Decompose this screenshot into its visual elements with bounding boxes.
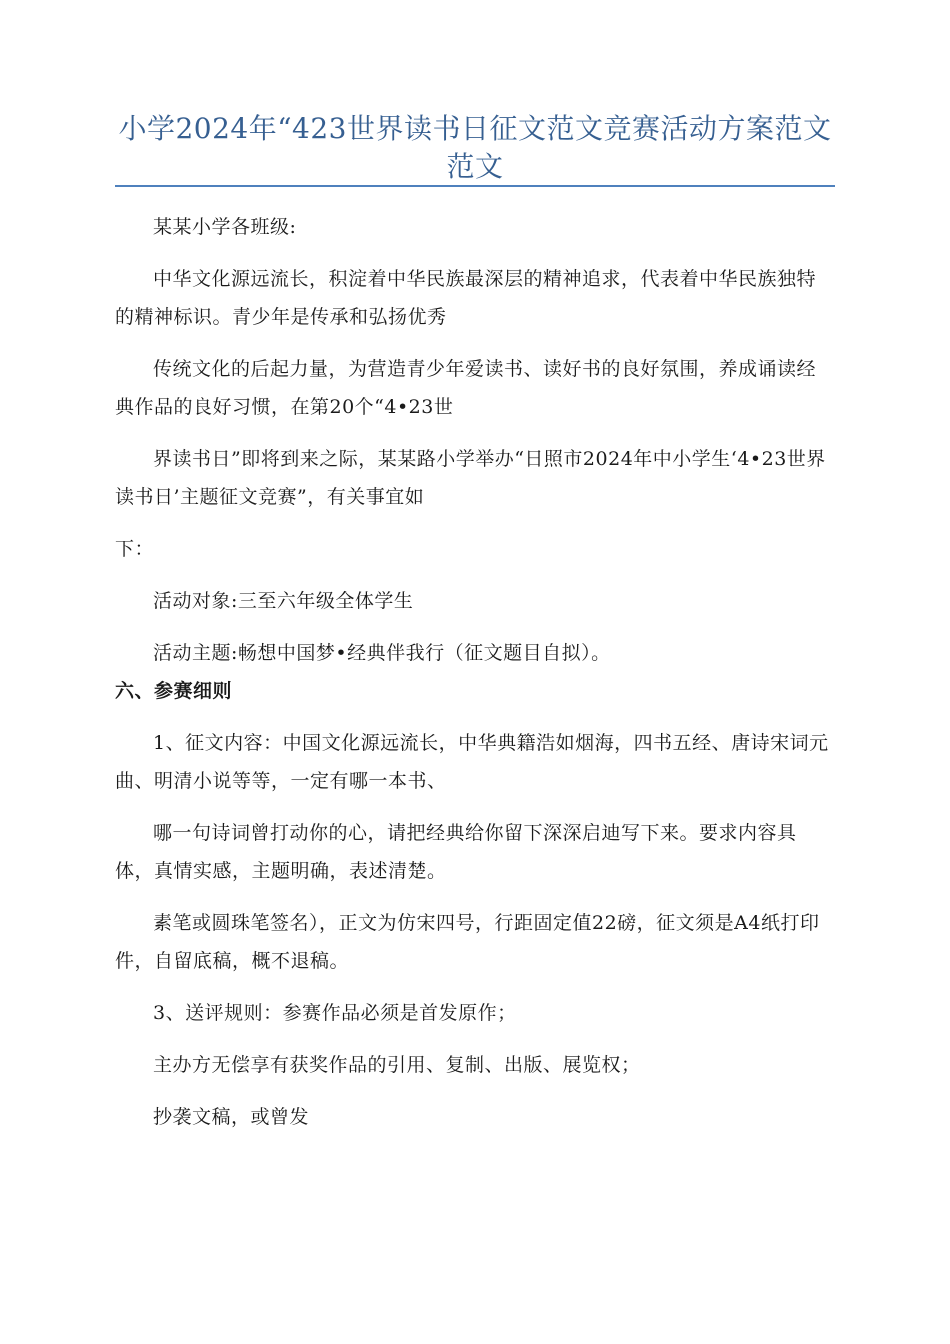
activity-target: 活动对象:三至六年级全体学生 [153, 590, 414, 612]
plagiarism-statement: 抄袭文稿，或曾发 [153, 1106, 310, 1128]
paragraph-intro-3: 界读书日”即将到来之际，某某路小学举办“日照市2024年中小学生‘4•23世界读书日’主题征文竞赛”，有关事宜如 [115, 448, 826, 508]
rule-1-continued: 哪一句诗词曾打动你的心，请把经典给你留下深深启迪写下来。要求内容具体，真情实感，主题明确，表述清楚。 [115, 822, 797, 882]
paragraph-intro-2: 传统文化的后起力量，为营造青少年爱读书、读好书的良好氛围，养成诵读经典作品的良好习惯，在第20个“4•23世 [115, 358, 817, 418]
paragraph-intro-1: 中华文化源远流长，积淀着中华民族最深层的精神追求，代表着中华民族独特的精神标识。青少年是传承和弘扬优秀 [115, 268, 817, 328]
rule-3-submission: 3、送评规则：参赛作品必须是首发原作； [153, 1002, 517, 1024]
rule-2-format: 素笔或圆珠笔签名），正文为仿宋四号，行距固定值22磅，征文须是A4纸打印件，自留底稿，概不退稿。 [115, 912, 820, 972]
salutation: 某某小学各班级: [153, 216, 297, 238]
rule-1-content: 1、征文内容：中国文化源远流长，中华典籍浩如烟海，四书五经、唐诗宋词元曲、明清小说等等，一定有哪一本书、 [115, 732, 829, 792]
document-title: 小学2024年“423世界读书日征文范文竞赛活动方案范文范文 [118, 112, 832, 183]
document-body [115, 208, 835, 1136]
rights-statement: 主办方无偿享有获奖作品的引用、复制、出版、展览权； [153, 1054, 641, 1076]
activity-theme: 活动主题:畅想中国梦•经典伴我行（征文题目自拟）。 [153, 642, 611, 664]
title-divider [115, 185, 835, 187]
paragraph-intro-4: 下： [115, 538, 155, 560]
title-block [115, 110, 835, 186]
section-heading-rules: 六、参赛细则 [115, 680, 233, 702]
